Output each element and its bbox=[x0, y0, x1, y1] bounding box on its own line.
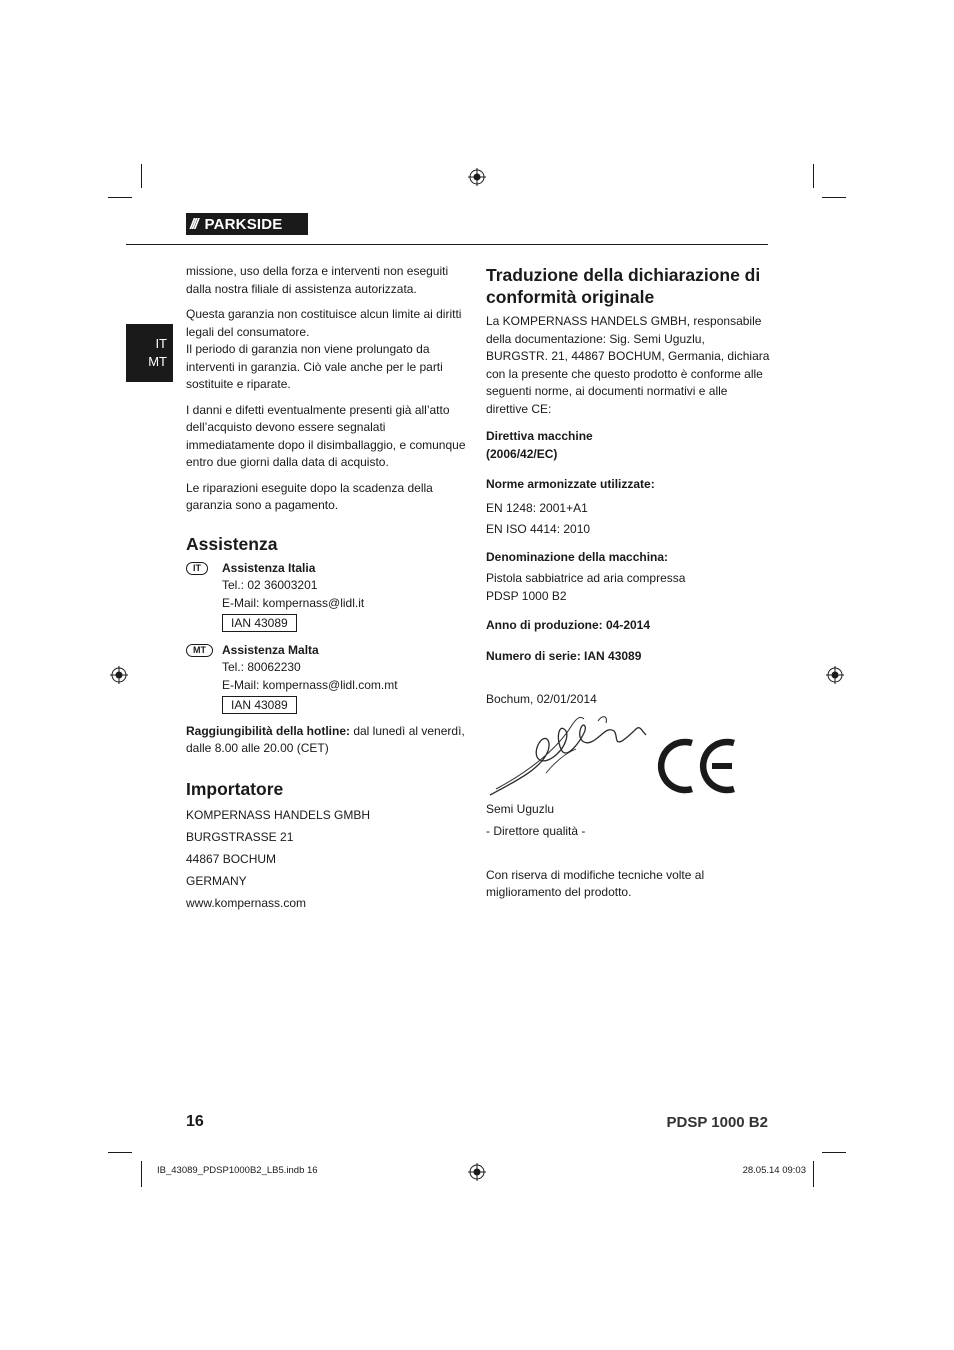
crop-mark bbox=[813, 1161, 814, 1187]
registration-mark-icon bbox=[110, 666, 128, 684]
signature-area bbox=[486, 709, 770, 799]
declaration-intro: La KOMPERNASS HANDELS GMBH, responsabile della documentazione: Sig. Semi Uguzlu, BURGSTR. 21, 44867 BOCHUM, Germania, dichiara con la presente che questo prodotto è conforme alle seguenti norme, ai documenti normativi e alle direttive CE: bbox=[486, 314, 770, 416]
crop-mark bbox=[141, 164, 142, 188]
country-badge-it: IT bbox=[186, 562, 208, 575]
crop-mark bbox=[108, 1152, 132, 1153]
signature-image bbox=[486, 711, 651, 799]
production-year: Anno di produzione: 04-2014 bbox=[486, 618, 651, 632]
right-column bbox=[486, 264, 770, 910]
warranty-paragraph: I danni e difetti eventualmente presenti già all’atto dell’acquisto devono essere segnalati immediatamente dopo il disimballaggio, e comunque entro due giorni dalla data di acquisto. bbox=[186, 402, 466, 469]
signer-role: - Direttore qualità - bbox=[486, 824, 586, 838]
importer-line: GERMANY bbox=[186, 873, 247, 888]
importer-address bbox=[186, 804, 468, 914]
norm-item: EN ISO 4414: 2010 bbox=[486, 521, 591, 536]
signer-name: Semi Uguzlu bbox=[486, 801, 555, 816]
crop-mark bbox=[813, 164, 814, 188]
ian-box: IAN 43089 bbox=[222, 696, 297, 714]
registration-mark-icon bbox=[826, 666, 844, 684]
ce-mark-icon bbox=[656, 737, 740, 795]
warranty-paragraph: missione, uso della forza e interventi non eseguiti dalla nostra filiale di assistenza autorizzata. bbox=[186, 264, 449, 296]
service-email: E-Mail: kompernass@lidl.com.mt bbox=[222, 677, 398, 692]
disclaimer: Con riserva di modifiche tecniche volte al miglioramento del prodotto. bbox=[486, 867, 705, 899]
ian-box: IAN 43089 bbox=[222, 614, 297, 632]
slug-filename: IB_43089_PDSP1000B2_LB5.indb 16 bbox=[157, 1165, 318, 1176]
importer-website: www.kompernass.com bbox=[186, 895, 307, 910]
importer-line: KOMPERNASS HANDELS GMBH bbox=[186, 807, 371, 822]
hotline-label: Raggiungibilità della hotline: bbox=[186, 723, 350, 738]
service-block-italia bbox=[186, 560, 468, 633]
service-name: Assistenza Malta bbox=[222, 642, 319, 657]
crop-mark bbox=[108, 197, 132, 198]
importer-line: 44867 BOCHUM bbox=[186, 851, 277, 866]
registration-mark-icon bbox=[468, 1163, 486, 1181]
machine-description: Pistola sabbiatrice ad aria compressa bbox=[486, 571, 686, 585]
service-email: E-Mail: kompernass@lidl.it bbox=[222, 595, 365, 610]
logo-text: PARKSIDE bbox=[204, 215, 283, 233]
machine-label: Denominazione della macchina: bbox=[486, 549, 669, 564]
serial-number: Numero di serie: IAN 43089 bbox=[486, 648, 642, 663]
crop-mark bbox=[822, 197, 846, 198]
directive-label: Direttiva macchine bbox=[486, 429, 593, 443]
place-date: Bochum, 02/01/2014 bbox=[486, 692, 597, 706]
logo-slashes: /// bbox=[190, 215, 197, 233]
warranty-paragraph: Le riparazioni eseguite dopo la scadenza della garanzia sono a pagamento. bbox=[186, 480, 433, 512]
importatore-heading: Importatore bbox=[186, 778, 284, 799]
norms-label: Norme armonizzate utilizzate: bbox=[486, 477, 655, 491]
language-tab bbox=[126, 324, 173, 382]
service-phone: Tel.: 80062230 bbox=[222, 660, 301, 674]
page-number: 16 bbox=[186, 1113, 204, 1130]
norm-item: EN 1248: 2001+A1 bbox=[486, 500, 588, 515]
slug-timestamp: 28.05.14 09:03 bbox=[742, 1165, 806, 1176]
service-block-malta bbox=[186, 642, 468, 715]
assistenza-heading: Assistenza bbox=[186, 533, 278, 554]
service-phone: Tel.: 02 36003201 bbox=[222, 578, 318, 592]
footer-model: PDSP 1000 B2 bbox=[666, 1114, 768, 1131]
language-code-it: IT bbox=[155, 336, 167, 351]
warranty-paragraph: Questa garanzia non costituisce alcun limite ai diritti legali del consumatore. bbox=[186, 307, 462, 339]
country-badge-mt: MT bbox=[186, 644, 213, 657]
directive-code: (2006/42/EC) bbox=[486, 446, 558, 461]
hotline-info bbox=[186, 723, 468, 758]
registration-mark-icon bbox=[468, 168, 486, 186]
declaration-heading: Traduzione della dichiarazione di conformità originale bbox=[486, 265, 761, 307]
header-rule bbox=[126, 244, 768, 245]
left-column bbox=[186, 263, 468, 914]
crop-mark bbox=[141, 1161, 142, 1187]
machine-model: PDSP 1000 B2 bbox=[486, 588, 567, 603]
service-name: Assistenza Italia bbox=[222, 560, 316, 575]
language-code-mt: MT bbox=[148, 354, 167, 369]
importer-line: BURGSTRASSE 21 bbox=[186, 829, 294, 844]
hotline-hours: dal lunedì al venerdì, dalle 8.00 alle 20.00 (CET) bbox=[186, 723, 465, 755]
warranty-paragraph: Il periodo di garanzia non viene prolungato da interventi in garanzia. Ciò vale anche per le parti sostituite e riparate. bbox=[186, 342, 443, 391]
parkside-logo bbox=[186, 213, 308, 235]
crop-mark bbox=[822, 1152, 846, 1153]
